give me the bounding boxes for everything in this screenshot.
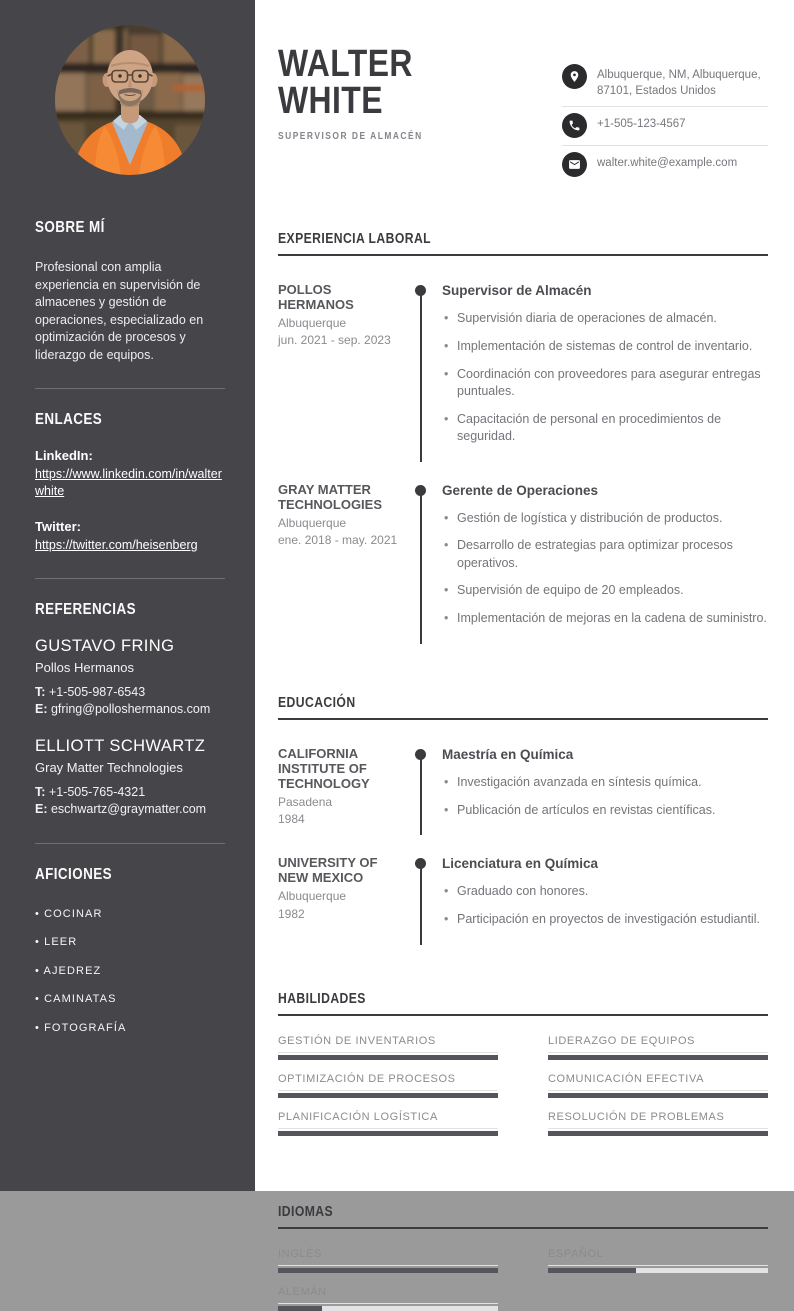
- skill-label: LIDERAZGO DE EQUIPOS: [548, 1035, 768, 1053]
- hobby-item: • AJEDREZ: [35, 965, 225, 977]
- skill-bar: [278, 1093, 498, 1098]
- role-bullets: [442, 310, 768, 445]
- contact-row-email: [562, 146, 768, 184]
- degree-bullets: [442, 883, 768, 928]
- date-range: jun. 2021 - sep. 2023: [278, 333, 391, 348]
- timeline-line: [420, 863, 422, 945]
- skill-label: COMUNICACIÓN EFECTIVA: [548, 1073, 768, 1091]
- skill-item: [278, 1035, 498, 1060]
- contact-email-text: walter.white@example.com: [597, 157, 738, 170]
- section-rule: [278, 254, 768, 256]
- skill-bar: [548, 1093, 768, 1098]
- entry-meta: [278, 482, 415, 638]
- phone-icon: [562, 113, 587, 138]
- references-heading: REFERENCIAS: [35, 600, 136, 618]
- entry-details: [442, 855, 768, 939]
- sidebar-divider: [35, 388, 225, 389]
- bullet-item: • Publicación de artículos en revistas científicas.: [442, 802, 768, 819]
- languages-section: [278, 1204, 768, 1311]
- hobby-item: • LEER: [35, 936, 225, 948]
- graduation-year: 1984: [278, 812, 305, 827]
- contact-phone-text: +1-505-123-4567: [597, 118, 686, 131]
- education-entry: [278, 746, 768, 830]
- person-name: [278, 43, 423, 123]
- first-name: WALTER: [278, 43, 413, 85]
- experience-entry: [278, 282, 768, 456]
- graduation-year: 1982: [278, 906, 305, 921]
- reference-name: GUSTAVO FRING: [35, 636, 175, 655]
- skills-heading-wrap: [278, 991, 768, 1016]
- school-location: Pasadena: [278, 794, 333, 809]
- timeline: [415, 746, 442, 830]
- language-item: [278, 1286, 498, 1311]
- link-label: Twitter:: [35, 518, 81, 534]
- contact-block: [562, 58, 768, 184]
- skills-section: [278, 991, 768, 1136]
- languages-heading: IDIOMAS: [278, 1203, 334, 1220]
- bullet-item: • Desarrollo de estrategias para optimizar procesos operativos.: [442, 537, 768, 572]
- sidebar: [0, 0, 255, 1191]
- reference-email: E: gfring@polloshermanos.com: [35, 702, 211, 717]
- reference-email: E: eschwartz@graymatter.com: [35, 802, 207, 817]
- links-list: [35, 448, 225, 554]
- sidebar-divider: [35, 578, 225, 579]
- entry-details: [442, 482, 768, 638]
- languages-grid: [278, 1248, 768, 1311]
- entry-details: [442, 282, 768, 456]
- language-label: ALEMÁN: [278, 1286, 498, 1304]
- references-section: [35, 601, 225, 819]
- timeline-line: [420, 290, 422, 462]
- about-section: [35, 219, 225, 364]
- main-content: [255, 0, 794, 1311]
- timeline: [415, 282, 442, 456]
- bullet-item: • Gestión de logística y distribución de productos.: [442, 510, 768, 527]
- company-location: Albuquerque: [278, 316, 347, 331]
- school-name: CALIFORNIA INSTITUTE OF TECHNOLOGY: [278, 745, 370, 791]
- language-bar: [278, 1306, 498, 1311]
- skill-bar: [278, 1055, 498, 1060]
- reference-name: ELLIOTT SCHWARTZ: [35, 736, 206, 755]
- link-url[interactable]: https://www.linkedin.com/in/walterwhite: [35, 467, 222, 498]
- bullet-item: • Investigación avanzada en síntesis química.: [442, 774, 768, 791]
- reference-phone: T: +1-505-765-4321: [35, 784, 146, 799]
- hobbies-list: [35, 908, 225, 1034]
- skill-label: OPTIMIZACIÓN DE PROCESOS: [278, 1073, 498, 1091]
- experience-section: [278, 231, 768, 638]
- hobbies-heading: AFICIONES: [35, 865, 112, 883]
- date-range: ene. 2018 - may. 2021: [278, 532, 398, 547]
- timeline: [415, 482, 442, 638]
- hobbies-section: [35, 866, 225, 1034]
- link-label: LinkedIn:: [35, 448, 93, 463]
- bullet-item: • Supervisión diaria de operaciones de almacén.: [442, 310, 768, 327]
- contact-row-location: [562, 58, 768, 107]
- experience-heading: EXPERIENCIA LABORAL: [278, 231, 432, 248]
- skill-item: [548, 1035, 768, 1060]
- contact-row-phone: [562, 107, 768, 146]
- skill-label: GESTIÓN DE INVENTARIOS: [278, 1035, 498, 1053]
- skill-item: [548, 1073, 768, 1098]
- experience-entry: [278, 482, 768, 638]
- reference-contact: [35, 684, 225, 719]
- language-bar: [278, 1268, 498, 1273]
- profile-photo: [55, 25, 205, 175]
- skill-bar: [548, 1055, 768, 1060]
- experience-heading-wrap: [278, 231, 768, 256]
- language-bar-fill: [548, 1268, 636, 1273]
- contact-location-text: Albuquerque, NM, Albuquerque, 87101, Estados Unidos: [597, 69, 761, 98]
- education-entries: [278, 746, 768, 939]
- name-block: [278, 43, 450, 184]
- reference-item: [35, 637, 225, 719]
- bullet-item: • Participación en proyectos de investigación estudiantil.: [442, 911, 768, 928]
- job-title: SUPERVISOR DE ALMACÉN: [278, 131, 423, 143]
- education-heading: EDUCACIÓN: [278, 694, 356, 711]
- timeline-line: [420, 754, 422, 836]
- skills-grid: [278, 1035, 768, 1136]
- bullet-item: • Capacitación de personal en procedimientos de seguridad.: [442, 411, 768, 446]
- language-item: [548, 1248, 768, 1273]
- reference-phone: T: +1-505-987-6543: [35, 684, 146, 699]
- entry-meta: [278, 855, 415, 939]
- role-title: Gerente de Operaciones: [442, 482, 599, 498]
- about-text: Profesional con amplia experiencia en supervisión de almacenes y gestión de operaciones, especializado en optimización de procesos y liderazgo de equipos.: [35, 260, 204, 362]
- company-location: Albuquerque: [278, 515, 347, 530]
- links-section: [35, 411, 225, 554]
- entry-meta: [278, 282, 415, 456]
- bullet-item: • Implementación de mejoras en la cadena de suministro.: [442, 610, 768, 627]
- skill-item: [278, 1073, 498, 1098]
- language-bar-fill: [278, 1306, 322, 1311]
- links-heading: ENLACES: [35, 411, 103, 428]
- timeline-line: [420, 490, 422, 644]
- hobby-item: • COCINAR: [35, 908, 225, 920]
- degree-title: Maestría en Química: [442, 746, 574, 762]
- references-list: [35, 637, 225, 819]
- school-location: Albuquerque: [278, 889, 347, 904]
- languages-heading-wrap: [278, 1204, 768, 1229]
- last-name: WHITE: [278, 80, 383, 123]
- skill-label: RESOLUCIÓN DE PROBLEMAS: [548, 1111, 768, 1129]
- language-item: [278, 1248, 498, 1273]
- warehouse-portrait-illustration: [55, 25, 205, 175]
- bullet-item: • Supervisión de equipo de 20 empleados.: [442, 582, 768, 599]
- education-entry: [278, 855, 768, 939]
- timeline: [415, 855, 442, 939]
- skill-bar-fill: [278, 1055, 498, 1060]
- skill-item: [278, 1111, 498, 1136]
- bullet-item: • Implementación de sistemas de control de inventario.: [442, 338, 768, 355]
- role-bullets: [442, 510, 768, 628]
- skill-label: PLANIFICACIÓN LOGÍSTICA: [278, 1111, 498, 1129]
- skill-item: [548, 1111, 768, 1136]
- skill-bar-fill: [548, 1131, 768, 1136]
- skill-bar: [548, 1131, 768, 1136]
- entry-meta: [278, 746, 415, 830]
- language-bar: [548, 1268, 768, 1273]
- section-rule: [278, 1014, 768, 1016]
- reference-company: Pollos Hermanos: [35, 659, 134, 675]
- company-name: POLLOS HERMANOS: [278, 282, 354, 313]
- email-icon: [562, 152, 587, 177]
- skill-bar: [278, 1131, 498, 1136]
- school-name: UNIVERSITY OF NEW MEXICO: [278, 855, 378, 886]
- reference-contact: [35, 784, 225, 819]
- education-heading-wrap: [278, 695, 768, 720]
- bullet-item: • Graduado con honores.: [442, 883, 768, 900]
- language-bar-fill: [278, 1268, 498, 1273]
- skill-bar-fill: [278, 1093, 498, 1098]
- bullet-item: • Coordinación con proveedores para asegurar entregas puntuales.: [442, 366, 768, 401]
- company-name: GRAY MATTER TECHNOLOGIES: [278, 481, 383, 512]
- experience-entries: [278, 282, 768, 638]
- sidebar-divider: [35, 843, 225, 844]
- header: [278, 43, 768, 184]
- language-label: ESPAÑOL: [548, 1248, 768, 1266]
- skill-bar-fill: [548, 1093, 768, 1098]
- reference-item: [35, 737, 225, 819]
- about-heading: SOBRE MÍ: [35, 219, 105, 236]
- section-rule: [278, 1227, 768, 1229]
- link-item: [35, 519, 225, 554]
- degree-bullets: [442, 774, 768, 819]
- entry-details: [442, 746, 768, 830]
- hobby-item: • CAMINATAS: [35, 993, 225, 1005]
- role-title: Supervisor de Almacén: [442, 283, 592, 299]
- degree-title: Licenciatura en Química: [442, 856, 599, 872]
- skill-bar-fill: [278, 1131, 498, 1136]
- link-item: [35, 448, 225, 500]
- hobby-item: • FOTOGRAFÍA: [35, 1022, 225, 1034]
- location-icon: [562, 64, 587, 89]
- link-url[interactable]: https://twitter.com/heisenberg: [35, 537, 198, 552]
- skill-bar-fill: [548, 1055, 768, 1060]
- language-label: INGLÉS: [278, 1248, 498, 1266]
- education-section: [278, 695, 768, 939]
- skills-heading: HABILIDADES: [278, 990, 366, 1007]
- section-rule: [278, 718, 768, 720]
- reference-company: Gray Matter Technologies: [35, 759, 183, 775]
